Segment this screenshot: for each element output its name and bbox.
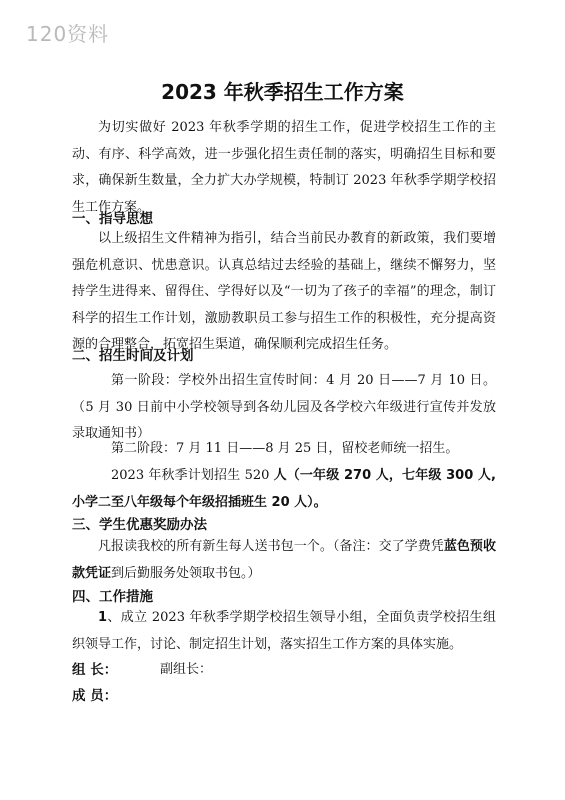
section-heading-3: 三、学生优惠奖励办法 — [72, 517, 207, 533]
section-heading-2: 二、招生时间及计划 — [72, 348, 194, 364]
plan-bold-text: 人（一年级 270 人，七年级 300 人, 小学二至八年级每个年级招插班生 20 人）。 — [72, 468, 496, 510]
document-title: 2023 年秋季招生工作方案 — [161, 80, 404, 104]
section-heading-4: 四、工作措施 — [72, 589, 153, 605]
section-2-plan — [72, 463, 496, 516]
watermark: 120资料 — [26, 22, 110, 46]
gift-text: 凡报读我校的所有新生每人送书包一个。（备注：交了学费凭 — [98, 539, 444, 554]
measure-number: 1 — [98, 610, 108, 625]
plan-text: 2023 年秋季计划招生 520 — [111, 468, 274, 483]
gift-text-end: 到后勤服务处领取书包。） — [111, 565, 261, 581]
section-2-phase-2: 第二阶段：7 月 11 日——8 月 25 日，留校老师统一招生。 — [111, 441, 459, 456]
section-heading-1: 一、指导思想 — [72, 211, 153, 227]
measure-text: 、成立 2023 年秋季学期学校招生领导小组，全面负责学校招生组织领导工作，讨论、制定招生计划，落实招生工作方案的具体实施。 — [72, 610, 496, 652]
section-2-phase-1: 第一阶段：学校外出招生宣传时间：4 月 20 日——7 月 10 日。（5 月 30 日前中小学校领导到各幼儿园及各学校六年级进行宣传并发放录取通知书） — [72, 373, 496, 441]
voucher-bold-text: 蓝色预收款凭证 — [72, 539, 496, 581]
leader-label: 组 长： — [72, 662, 118, 678]
deputy-leader-label: 副组长： — [160, 662, 213, 677]
section-3-body — [72, 534, 496, 587]
section-1-body: 以上级招生文件精神为指引，结合当前民办教育的新政策，我们要增强危机意识、忧患意识。认真总结过去经验的基础上，继续不懈努力，坚持学生进得来、留得住、学得好以及“一切为了孩子的幸福”的理念，制订科学的招生工作计划，激励教职员工参与招生工作的积极性，充分提高资源的合理整合，拓宽招生渠道，确保顺利完成招生任务。 — [72, 231, 496, 352]
member-label: 成 员： — [72, 688, 118, 704]
intro-paragraph: 为切实做好 2023 年秋季学期的招生工作，促进学校招生工作的主动、有序、科学高效，进一步强化招生责任制的落实，明确招生目标和要求，确保新生数量，全力扩大办学规模，特制订 2023 年秋季学期学校招生工作方案。 — [72, 120, 496, 215]
section-4-measure-1 — [72, 605, 496, 658]
